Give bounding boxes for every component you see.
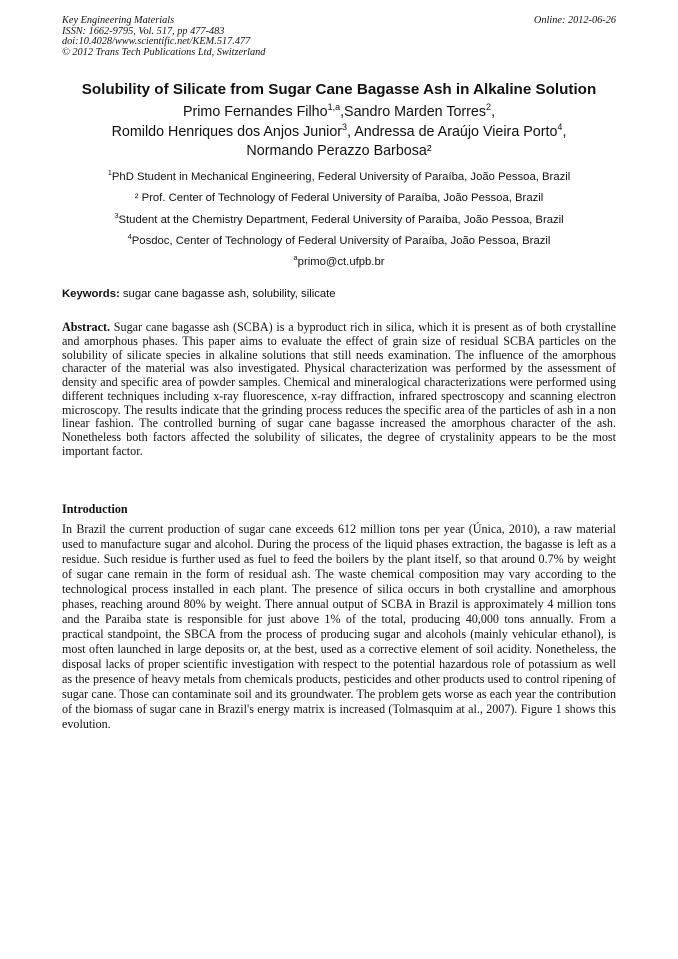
abstract-label: Abstract. [62,320,111,334]
author-list [40,103,638,162]
affiliation-mark: 4 [127,231,132,241]
author-name: ,Sandro Marden Torres [340,104,487,120]
affiliation-text: PhD Student in Mechanical Engineering, Federal University of Paraíba, João Pessoa, Brazil [111,171,571,183]
introduction-paragraph: In Brazil the current production of sugar cane exceeds 612 million tons per year (Única, 2010), a raw material used to manufacture sugar and alcohol. During the process of the liquid phases extraction, the bagasse is left as a residue. Such residue is further used as fuel to feed the boilers by the plant itself, so that around 0.7% by weight of sugar cane remain in the form of residual ash. The waste chemical composition may vary according to the technological process installed in each plant. The presence of silica occurs in both crystalline and amorphous phases, reaching around 80% by weight. There annual output of SCBA in Brazil is approximately 4 million tons and the Paraiba state is responsible for just above 1% of the total, producing 40,000 tons annually. From a practical standpoint, the SBCA from the process of producing sugar and alcohols (mainly vehicular ethanol), is most often launched in large deposits or, at the best, used as a corrective element of soil acidity. Nonetheless, the disposal lacks of proper scientific investigation with respect to the potential hazardous role of potassium as well as the presence of heavy metals from chemicals products, pesticides and other products used to control ripening of sugar cane. Those can contaminate soil and its groundwater. The problem gets worse as each year the contribution of the biomass of sugar cane in Brazil's energy matrix is increased (Tolmasquim at al., 2007). Figure 1 shows this evolution. [62,522,616,731]
keywords-text: sugar cane bagasse ash, solubility, silicate [119,288,336,300]
abstract-text: Sugar cane bagasse ash (SCBA) is a byproduct rich in silica, which it is present as of both crystalline and amorphous phases. This paper aims to evaluate the effect of grain size of residual SCBA particles on the solubility of silicate species in alkaline solutions that still needs examination. The influence of the amorphous character of the material was also investigated. Physical characterization was performed by the assessment of density and specific area of powder samples. Chemical and mineralogical characterizations were performed using different techniques including x-ray fluorescence, x-ray diffraction, infrared spectroscopy and scanning electron microscopy. The results indicate that the grinding process reduces the specific area of the particles of ash in a non linear fashion. The controlled burning of sugar cane bagasse increased the amorphous character of the ash. Nonetheless both factors affected the solubility of silicates, the degree of crystalinity appears to be the most important factor. [62,320,616,458]
affiliation-text: Student at the Chemistry Department, Federal University of Paraíba, João Pessoa, Brazil [118,213,564,226]
journal-header [62,16,265,58]
affiliation-4 [40,231,638,252]
copyright-line: © 2012 Trans Tech Publications Ltd, Switzerland [62,46,266,58]
author-line-3 [40,142,638,162]
affiliation-1 [40,167,638,188]
contact-email [40,252,638,273]
section-heading-introduction: Introduction [62,502,128,516]
affiliation-mark: 3 [114,210,119,220]
journal-name: Key Engineering Materials [62,15,175,26]
author-affil-mark: 2 [486,102,492,112]
affiliation-mark: 1 [107,168,112,177]
affiliation-list [40,167,638,273]
author-affil-mark: 3 [342,121,348,132]
author-name: Primo Fernandes Filho [182,104,328,120]
paper-title: Solubility of Silicate from Sugar Cane Bagasse Ash in Alkaline Solution [81,81,597,98]
online-date: Online: 2012-06-26 [533,15,616,26]
author-affil-mark: 4 [557,121,563,132]
affiliation-3 [40,210,638,231]
abstract-paragraph [62,321,616,459]
author-separator: , [491,104,496,120]
email-mark: a [293,253,298,263]
doi-line: doi:10.4028/www.scientific.net/KEM.517.477 [62,36,251,48]
author-name: , Andressa de Araújo Vieira Porto [347,123,558,140]
affiliation-2 [40,188,638,209]
author-line-2 [40,123,638,143]
affiliation-text: Posdoc, Center of Technology of Federal University of Paraíba, João Pessoa, Brazil [131,234,551,247]
keywords-label: Keywords: [62,288,120,300]
author-name: Romildo Henriques dos Anjos Junior [111,123,343,140]
author-line-1 [40,103,638,123]
affiliation-text: ² Prof. Center of Technology of Federal University of Paraíba, João Pessoa, Brazil [134,192,544,205]
author-affil-mark: 1,a [327,102,341,112]
email-text: primo@ct.ufpb.br [297,256,385,269]
author-separator: , [562,123,567,140]
keywords-line [62,288,618,300]
author-name: Normando Perazzo Barbosa² [246,143,432,159]
issn-line: ISSN: 1662-9795, Vol. 517, pp 477-483 [62,25,225,37]
